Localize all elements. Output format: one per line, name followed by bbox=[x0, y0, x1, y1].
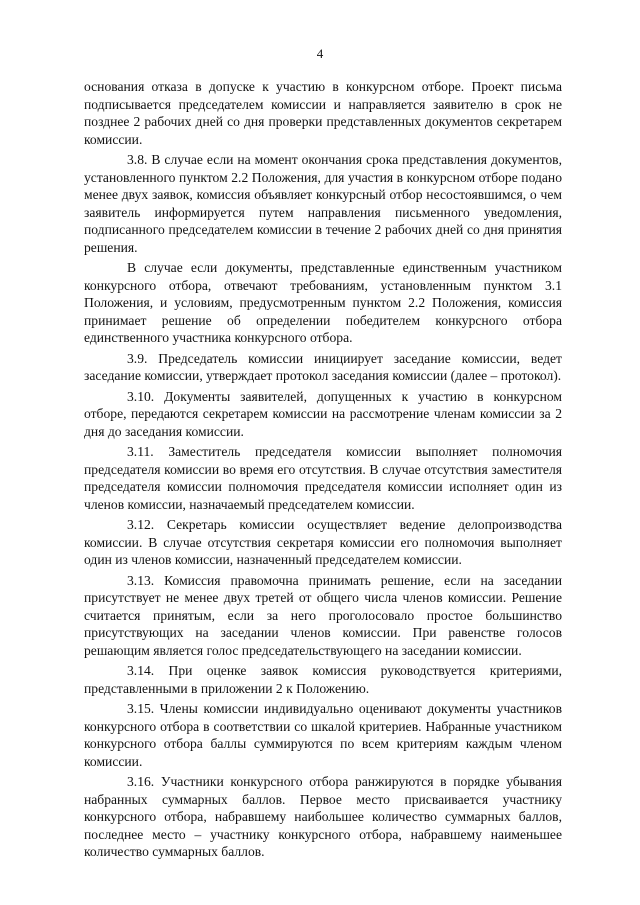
paragraph-3-8: 3.8. В случае если на момент окончания срока представления документов, установленного пунктом 2.2 Положения, для участия в конкурсном отборе подано менее двух заявок, комиссия объявляет конкурсный отбор несостоявшимся, о чем заявитель информируется путем направления письменного уведомления, подписанного председателем комиссии в течение 2 рабочих дней со дня принятия решения. bbox=[84, 152, 562, 255]
paragraph-3-15: 3.15. Члены комиссии индивидуально оценивают документы участников конкурсного отбора в соответствии со шкалой критериев. Набранные участником конкурсного отбора баллы суммируются по всем критериям каждым членом комиссии. bbox=[84, 701, 562, 769]
paragraph-3-14: 3.14. При оценке заявок комиссия руководствуется критериями, представленными в приложении 2 к Положению. bbox=[84, 663, 562, 696]
paragraph-3-11: 3.11. Заместитель председателя комиссии выполняет полномочия председателя комиссии во время его отсутствия. В случае отсутствия заместителя председателя комиссии полномочия председателя комиссии исполняет один из членов комиссии, назначаемый председателем комиссии. bbox=[84, 444, 562, 512]
paragraph-3-10: 3.10. Документы заявителей, допущенных к участию в конкурсном отборе, передаются секретарем комиссии на рассмотрение членам комиссии за 2 дня до заседания комиссии. bbox=[84, 388, 562, 439]
page-number: 4 bbox=[316, 46, 324, 61]
paragraph-3-12: 3.12. Секретарь комиссии осуществляет ведение делопроизводства комиссии. В случае отсутствия секретаря комиссии его полномочия выполняет один из членов комиссии, назначенный председателем комиссии. bbox=[84, 517, 562, 567]
paragraph-3-13: 3.13. Комиссия правомочна принимать решение, если на заседании присутствует не менее двух третей от общего числа членов комиссии. Решение считается принятым, если за него проголосовало простое большинство присутствующих на заседании членов комиссии. При равенстве голосов решающим является голос председательствующего на заседании комиссии. bbox=[84, 572, 562, 658]
paragraph-3-9: 3.9. Председатель комиссии инициирует заседание комиссии, ведет заседание комиссии, утверждает протокол заседания комиссии (далее – протокол). bbox=[84, 350, 562, 383]
paragraph-3-16: 3.16. Участники конкурсного отбора ранжируются в порядке убывания набранных суммарных баллов. Первое место присваивается участнику конкурсного отбора, набравшему наибольшее количество суммарных баллов, последнее место – участнику конкурсного отбора, набравшему наименьшее количество суммарных баллов. bbox=[84, 774, 562, 859]
document-body bbox=[84, 78, 562, 864]
paragraph-3-8-single-participant: В случае если документы, представленные единственным участником конкурсного отбора, отвечают требованиям, установленным пунктом 3.1 Положения, и условиям, предусмотренным пунктом 2.2 Положения, комиссия принимает решение об определении победителем конкурсного отбора единственного участника конкурсного отбора. bbox=[84, 260, 562, 345]
paragraph-continuation: основания отказа в допуске к участию в конкурсном отборе. Проект письма подписывается председателем комиссии и направляется заявителю в срок не позднее 2 рабочих дней со дня проверки представленных документов секретарем комиссии. bbox=[84, 79, 562, 147]
